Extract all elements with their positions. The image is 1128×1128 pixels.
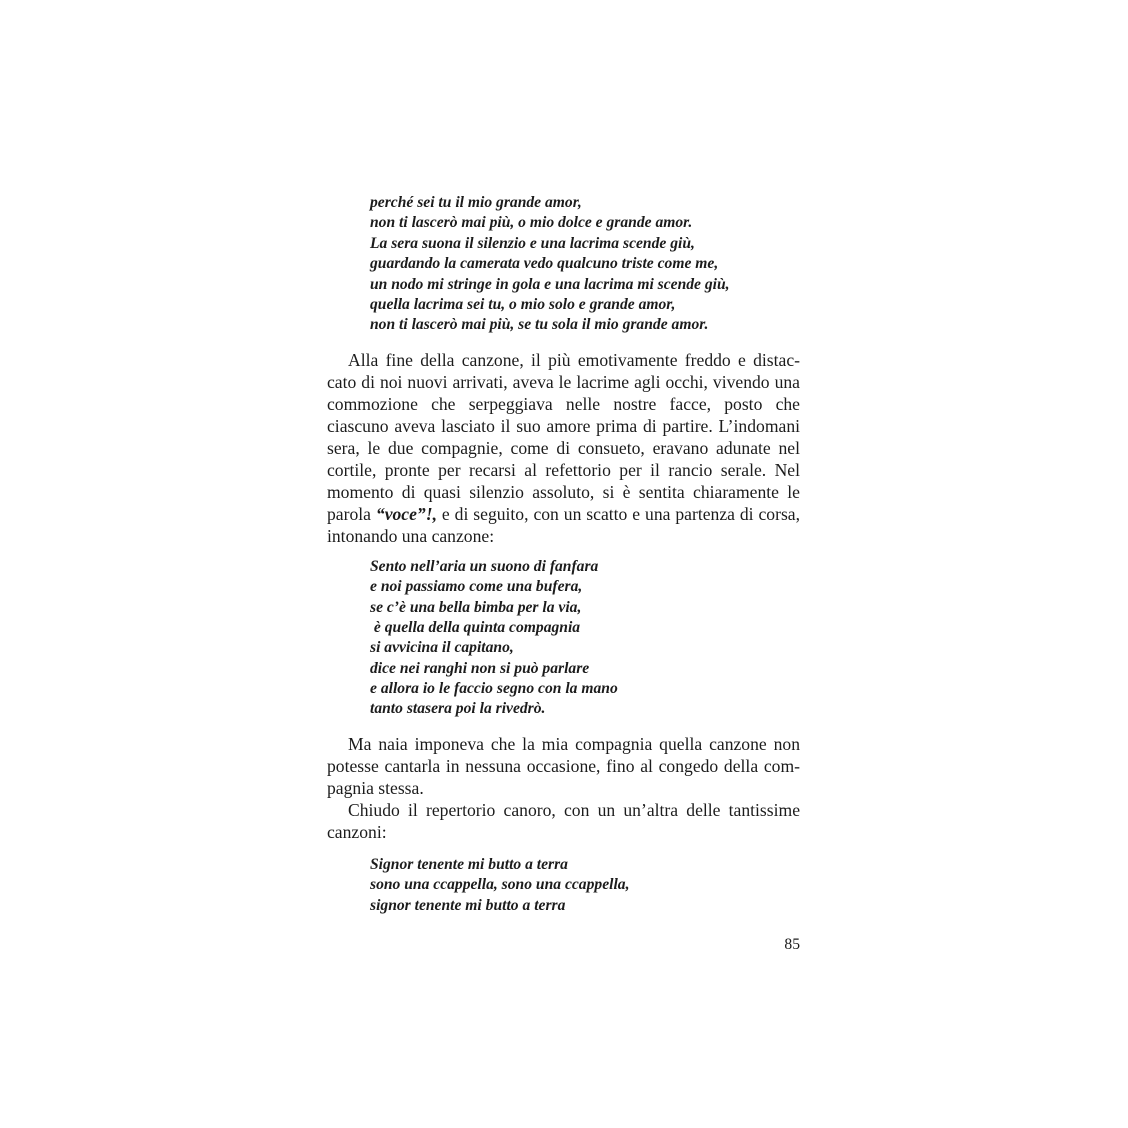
prose-block-2 — [327, 733, 800, 843]
verse-line: signor tenente mi butto a terra — [370, 896, 566, 914]
verse-line: un nodo mi stringe in gola e una lacrima mi scende giù, — [370, 275, 730, 293]
verse-line: tanto stasera poi la rivedrò. — [370, 700, 546, 718]
verse-line: La sera suona il silenzio e una lacrima scende giù, — [370, 234, 695, 252]
verse-line: quella lacrima sei tu, o mio solo e grande amor, — [370, 295, 676, 313]
verse-line: si avvicina il capitano, — [370, 639, 514, 657]
verse-line: e allora io le faccio segno con la mano — [370, 680, 618, 698]
paragraph-after-first-song — [327, 349, 800, 547]
verse-line: non ti lascerò mai più, o mio dolce e grande amor. — [370, 214, 693, 232]
song-verse-1 — [370, 193, 800, 336]
verse-line: sono una ccappella, sono una ccappella, — [370, 876, 630, 894]
song-verse-3 — [370, 855, 800, 916]
verse-line: Signor tenente mi butto a terra — [370, 855, 568, 873]
prose-block-1 — [327, 349, 800, 547]
page-number: 85 — [784, 936, 800, 953]
verse-line: guardando la camerata vedo qualcuno triste come me, — [370, 255, 719, 273]
verse-line: dice nei ranghi non si può parlare — [370, 659, 590, 677]
verse-line: e noi passiamo come una bufera, — [370, 578, 583, 596]
paragraph-naia: Ma naia imponeva che la mia compagnia quella canzone non potesse cantarla in nessuna occasione, fino al congedo della com-pagnia stessa. — [327, 733, 800, 798]
paragraph-text: Alla fine della canzone, il più emotivamente freddo e distac-cato di noi nuovi arrivati, aveva le lacrime agli occhi, vivendo una commozione che serpeggiava nelle nostre facce, posto che ciascuno aveva lasciato il suo amore prima di partire. L’indomani sera, le due compagnie, come di consueto, eravano adunate nel cortile, pronte per recarsi al refettorio per il rancio serale. Nel momento di quasi silenzio assoluto, si è sentita chiaramente le parola — [327, 349, 800, 524]
verse-line: non ti lascerò mai più, se tu sola il mio grande amor. — [370, 316, 709, 334]
emphasized-word-voce: “voce”!, — [375, 503, 437, 524]
verse-line: perché sei tu il mio grande amor, — [370, 194, 582, 211]
book-page-body — [327, 193, 800, 916]
verse-line: se c’è una bella bimba per la via, — [370, 598, 582, 616]
verse-line: Sento nell’aria un suono di fanfara — [370, 557, 599, 575]
paragraph-text: e di seguito, con un scatto e una partenza di corsa, intonando una canzone: — [327, 503, 801, 546]
song-verse-2 — [370, 557, 800, 720]
verse-line: è quella della quinta compagnia — [370, 618, 581, 636]
paragraph-repertorio: Chiudo il repertorio canoro, con un un’altra delle tantissime canzoni: — [327, 799, 800, 842]
